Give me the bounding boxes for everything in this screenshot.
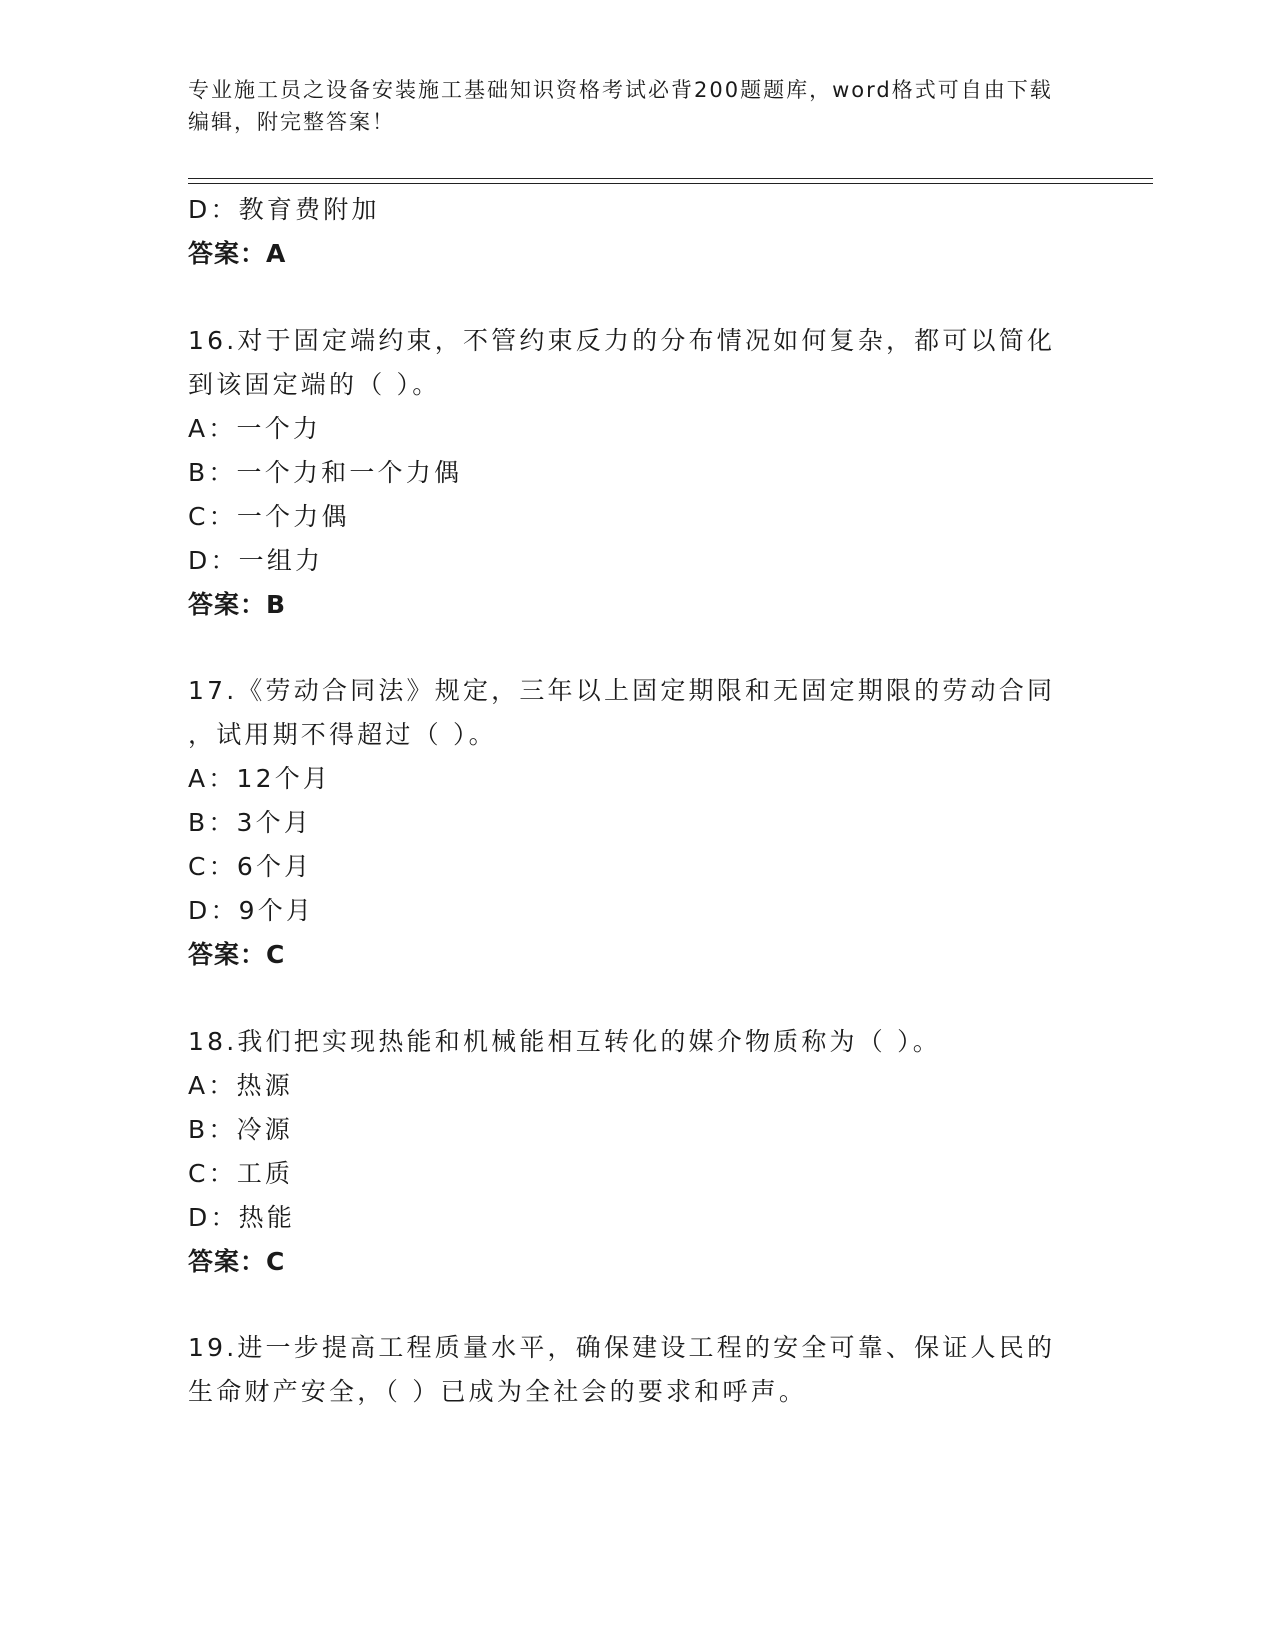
- option-d: D：教育费附加: [188, 195, 380, 224]
- answer-line: 答案：A: [188, 239, 287, 268]
- document-header: 专业施工员之设备安装施工基础知识资格考试必背200题题库，word格式可自由下载编辑，附完整答案！: [188, 78, 1053, 134]
- question-stem-continued: 到该固定端的（ ）。: [188, 370, 441, 399]
- answer-line: 答案：C: [188, 1247, 286, 1276]
- question-stem-continued: 生命财产安全，（ ）已成为全社会的要求和呼声。: [188, 1377, 808, 1406]
- option-a: A：一个力: [188, 414, 322, 443]
- option-a: A：热源: [188, 1071, 293, 1100]
- option-c: C：工质: [188, 1159, 294, 1188]
- question-stem: 19.进一步提高工程质量水平，确保建设工程的安全可靠、保证人民的: [188, 1333, 1056, 1362]
- option-c: C：一个力偶: [188, 502, 350, 531]
- option-b: B：一个力和一个力偶: [188, 458, 463, 487]
- option-d: D：热能: [188, 1203, 296, 1232]
- header-divider-top: [188, 178, 1153, 179]
- header-divider-bottom: [188, 183, 1153, 184]
- option-a: A：12个月: [188, 764, 332, 793]
- question-stem-continued: ，试用期不得超过（ ）。: [188, 720, 497, 749]
- question-stem: 17.《劳动合同法》规定，三年以上固定期限和无固定期限的劳动合同: [188, 676, 1056, 705]
- option-d: D：9个月: [188, 896, 315, 925]
- question-stem: 18.我们把实现热能和机械能相互转化的媒介物质称为（ ）。: [188, 1027, 942, 1056]
- option-b: B：3个月: [188, 808, 313, 837]
- option-c: C：6个月: [188, 852, 313, 881]
- option-b: B：冷源: [188, 1115, 293, 1144]
- answer-line: 答案：C: [188, 940, 286, 969]
- option-d: D：一组力: [188, 546, 324, 575]
- answer-line: 答案：B: [188, 590, 287, 619]
- question-stem: 16.对于固定端约束，不管约束反力的分布情况如何复杂，都可以简化: [188, 326, 1056, 355]
